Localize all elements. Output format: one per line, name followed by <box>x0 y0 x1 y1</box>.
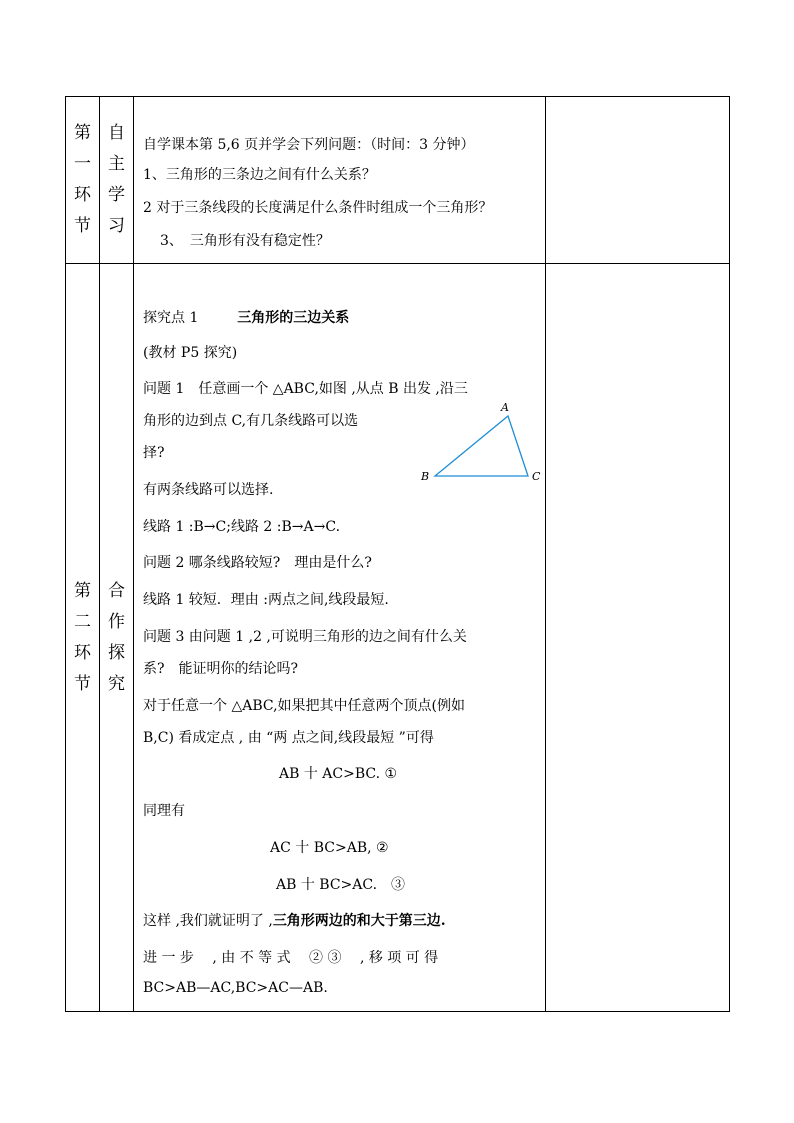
answer-2: 线路 1 较短．理由 :两点之间,线段最短. <box>143 592 389 608</box>
lesson-table <box>65 96 730 1012</box>
section-char: 自 <box>108 123 125 143</box>
heading-prefix: 探究点 1 <box>143 310 199 326</box>
section-char: 节 <box>74 673 91 694</box>
notes-cell <box>546 264 730 1012</box>
section-char: 第 <box>74 580 91 601</box>
vertex-label-a: A <box>501 401 509 414</box>
section-number-cell <box>66 97 100 264</box>
section-type-cell <box>100 97 134 264</box>
section-row-1 <box>66 97 730 264</box>
question-1-cont: 择? <box>143 445 165 461</box>
source-note: (教材 P5 探究) <box>143 345 238 361</box>
proof-paragraph: 对于任意一个 △ABC,如果把其中任意两个顶点(例如 <box>143 698 465 714</box>
inequality-2: AC 十 BC>AB, ② <box>270 840 389 856</box>
question-1: 问题 1 任意画一个 △ABC,如图 ,从点 B 出发 ,沿三 <box>143 381 468 397</box>
section-char: 学 <box>108 185 125 205</box>
section-char: 二 <box>74 611 91 632</box>
conclusion-theorem: 三角形两边的和大于第三边. <box>272 913 446 929</box>
question-line: 1、三角形的三条边之间有什么关系？ <box>143 167 376 183</box>
triangle-abc <box>435 416 528 476</box>
further-step: 进 一 步 , 由 不 等 式 ② ③ , 移 项 可 得 <box>143 950 439 966</box>
section-number-cell <box>66 264 100 1012</box>
question-line: 2 对于三条线段的长度满足什么条件时组成一个三角形？ <box>143 200 493 216</box>
answer-1: 有两条线路可以选择. <box>143 482 274 498</box>
conclusion-prefix: 这样 ,我们就证明了 , <box>143 913 273 929</box>
section-char: 环 <box>74 185 91 205</box>
question-3-cont: 系? 能证明你的结论吗? <box>143 661 299 677</box>
section-char: 环 <box>74 642 91 663</box>
further-step-result: BC>AB—AC,BC>AC—AB. <box>143 980 328 996</box>
exploration-heading <box>143 307 349 327</box>
same-reasoning: 同理有 <box>143 803 185 819</box>
triangle-abc-figure <box>414 394 544 484</box>
content-cell <box>134 97 546 264</box>
question-2: 问题 2 哪条线路较短? 理由是什么? <box>143 555 372 571</box>
section-row-2 <box>66 264 730 1012</box>
section-char: 究 <box>108 673 125 694</box>
section-char: 探 <box>108 642 125 663</box>
inequality-3: AB 十 BC>AC. ③ <box>276 877 406 893</box>
instruction-line: 自学课本第 5,6 页并学会下列问题：（时间：3 分钟） <box>143 137 475 153</box>
section-char: 作 <box>108 611 125 632</box>
section-char: 第 <box>74 123 91 143</box>
vertex-label-b: B <box>421 470 430 483</box>
vertex-label-c: C <box>532 470 541 483</box>
proof-paragraph-cont: B,C) 看成定点 , 由 “两 点之间,线段最短 ”可得 <box>143 730 434 746</box>
conclusion <box>143 910 446 930</box>
section-char: 合 <box>108 580 125 601</box>
question-line: 3、 三角形有没有稳定性？ <box>160 233 330 249</box>
heading-title: 三角形的三边关系 <box>237 310 350 326</box>
section-type-cell <box>100 264 134 1012</box>
section-char: 一 <box>74 154 91 174</box>
notes-cell <box>546 97 730 264</box>
question-3: 问题 3 由问题 1 ,2 ,可说明三角形的边之间有什么关 <box>143 629 467 645</box>
section-char: 主 <box>108 154 125 174</box>
routes: 线路 1 :B→C;线路 2 :B→A→C. <box>143 519 341 535</box>
inequality-1: AB 十 AC>BC. ① <box>279 766 398 782</box>
section-char: 节 <box>74 216 91 236</box>
content-cell <box>134 264 546 1012</box>
section-char: 习 <box>108 216 125 236</box>
question-1-cont: 角形的边到点 C,有几条线路可以选 <box>143 413 359 429</box>
